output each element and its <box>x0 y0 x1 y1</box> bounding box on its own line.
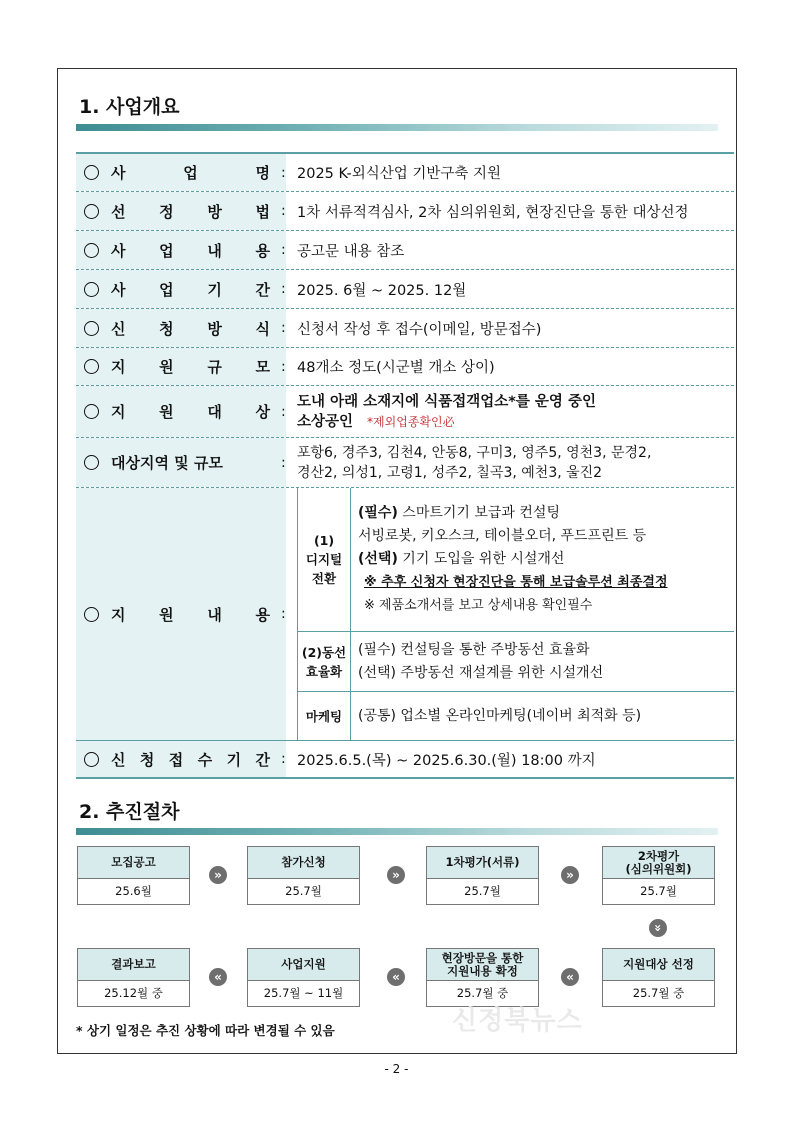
section1-title: 1. 사업개요 <box>79 96 180 118</box>
step-recruit: 모집공고 25.6월 <box>77 846 190 905</box>
step-second-eval: 2차평가 (심의위원회) 25.7월 <box>602 846 715 905</box>
arrow-right-icon: » <box>387 866 405 884</box>
info-row-apply-period: 신 청 접 수 기 간 : 2025.6.5.(목) ~ 2025.6.30.(월) 18:00 까지 <box>76 741 734 779</box>
info-value: 공고문 내용 참조 <box>297 243 405 260</box>
info-value: 2025. 6월 ~ 2025. 12월 <box>297 282 467 299</box>
support-subtable <box>297 488 734 740</box>
info-row-method: 신 청 방 식 : 신청서 작성 후 접수(이메일, 방문접수) <box>76 309 734 348</box>
info-row-region: 대상지역 및 규모 : 포항6, 경주3, 김천4, 안동8, 구미3, 영주5, 영천3, 문경2, 경산2, 의성1, 고령1, 성주2, 칠곡3, 예천3, 울진2 <box>76 438 734 488</box>
info-value: 48개소 정도(시군별 개소 상이) <box>297 360 495 376</box>
support-digital: (1) 디지털 전환 (필수) 스마트기기 보급과 컨설팅 서빙로봇, 키오스크, 테이블오더, 푸드프린트 등 (선택) 기기 도입을 위한 시설개선 ※ 추후 신청자 현장진단을 통해 보급솔루션 최종결정 ※ 제품소개서를 보고 상세내용 확인필수 <box>298 488 734 632</box>
step-site-visit: 현장방문을 통한 지원내용 확정 25.7월 중 <box>426 948 539 1007</box>
step-first-eval: 1차평가(서류) 25.7월 <box>426 846 539 905</box>
circle-bullet-icon <box>84 282 99 297</box>
arrow-left-icon: « <box>209 968 227 986</box>
info-row-selection: 선 정 방 법 : 1차 서류적격심사, 2차 심의위원회, 현장진단을 통한 대상선정 <box>76 192 734 231</box>
watermark: 신정북뉴스 <box>452 1006 583 1036</box>
circle-bullet-icon <box>84 607 99 622</box>
circle-bullet-icon <box>84 165 99 180</box>
circle-bullet-icon <box>84 359 99 374</box>
support-marketing: 마케팅 (공통) 업소별 온라인마케팅(네이버 최적화 등) <box>298 692 734 741</box>
arrow-down-icon: » <box>649 919 667 937</box>
circle-bullet-icon <box>84 455 99 470</box>
step-select: 지원대상 선정 25.7월 중 <box>602 948 715 1007</box>
info-value: 2025 K-외식산업 기반구축 지원 <box>297 166 502 182</box>
info-value: 2025.6.5.(목) ~ 2025.6.30.(월) 18:00 까지 <box>297 752 596 769</box>
circle-bullet-icon <box>84 752 99 767</box>
section2-title: 2. 추진절차 <box>79 801 180 823</box>
info-row-content: 사 업 내 용 : 공고문 내용 참조 <box>76 231 734 270</box>
exclusion-note: *제외업종확인必 <box>367 414 455 429</box>
info-row-support: 지 원 내 용 : (1) 디지털 전환 (필수) 스마트기기 보급과 컨설팅 서빙로봇, 키오스크, 테이블오더, 푸드프린트 등 (선택) 기기 도입을 위한 시설개선 ※ 추후 신청자 현장진단을 통해 보급솔루션 최종결정 ※ 제품소개서를 보고 상세내용 확인필수 (2)동선 효율화 (필수) 컨설팅을 통한 주방동선 효율화 (선택) 주방동선 재설계를 위한 시설개선 마케팅 (공통) 업소별 온라인마케팅(네이버 최적화 등) <box>76 488 734 741</box>
info-value: 포항6, 경주3, 김천4, 안동8, 구미3, 영주5, 영천3, 문경2, 경산2, 의성1, 고령1, 성주2, 칠곡3, 예천3, 울진2 <box>297 444 652 481</box>
circle-bullet-icon <box>84 243 99 258</box>
page-number: - 2 - <box>384 1062 409 1076</box>
step-apply: 참가신청 25.7월 <box>247 846 360 905</box>
circle-bullet-icon <box>84 404 99 419</box>
info-value: 도내 아래 소재지에 식품접객업소*를 운영 중인 소상공인 *제외업종확인必 <box>297 393 596 430</box>
info-row-scale: 지 원 규 모 : 48개소 정도(시군별 개소 상이) <box>76 348 734 386</box>
step-report: 결과보고 25.12월 중 <box>77 948 190 1007</box>
info-row-target: 지 원 대 상 : 도내 아래 소재지에 식품접객업소*를 운영 중인 소상공인 *제외업종확인必 <box>76 386 734 438</box>
circle-bullet-icon <box>84 321 99 336</box>
arrow-left-icon: « <box>561 968 579 986</box>
section2-bar <box>76 828 718 835</box>
arrow-right-icon: » <box>561 866 579 884</box>
circle-bullet-icon <box>84 204 99 219</box>
info-row-name: 사 업 명 : 2025 K-외식산업 기반구축 지원 <box>76 152 734 192</box>
arrow-left-icon: « <box>387 968 405 986</box>
arrow-right-icon: » <box>209 866 227 884</box>
info-value: 신청서 작성 후 접수(이메일, 방문접수) <box>297 321 542 338</box>
support-flow: (2)동선 효율화 (필수) 컨설팅을 통한 주방동선 효율화 (선택) 주방동선 재설계를 위한 시설개선 <box>298 632 734 692</box>
section1-bar <box>76 124 718 131</box>
step-support: 사업지원 25.7월 ~ 11월 <box>247 948 360 1007</box>
info-row-period: 사 업 기 간 : 2025. 6월 ~ 2025. 12월 <box>76 270 734 309</box>
schedule-footnote: * 상기 일정은 추진 상황에 따라 변경될 수 있음 <box>76 1023 335 1038</box>
info-value: 1차 서류적격심사, 2차 심의위원회, 현장진단을 통한 대상선정 <box>297 204 689 221</box>
